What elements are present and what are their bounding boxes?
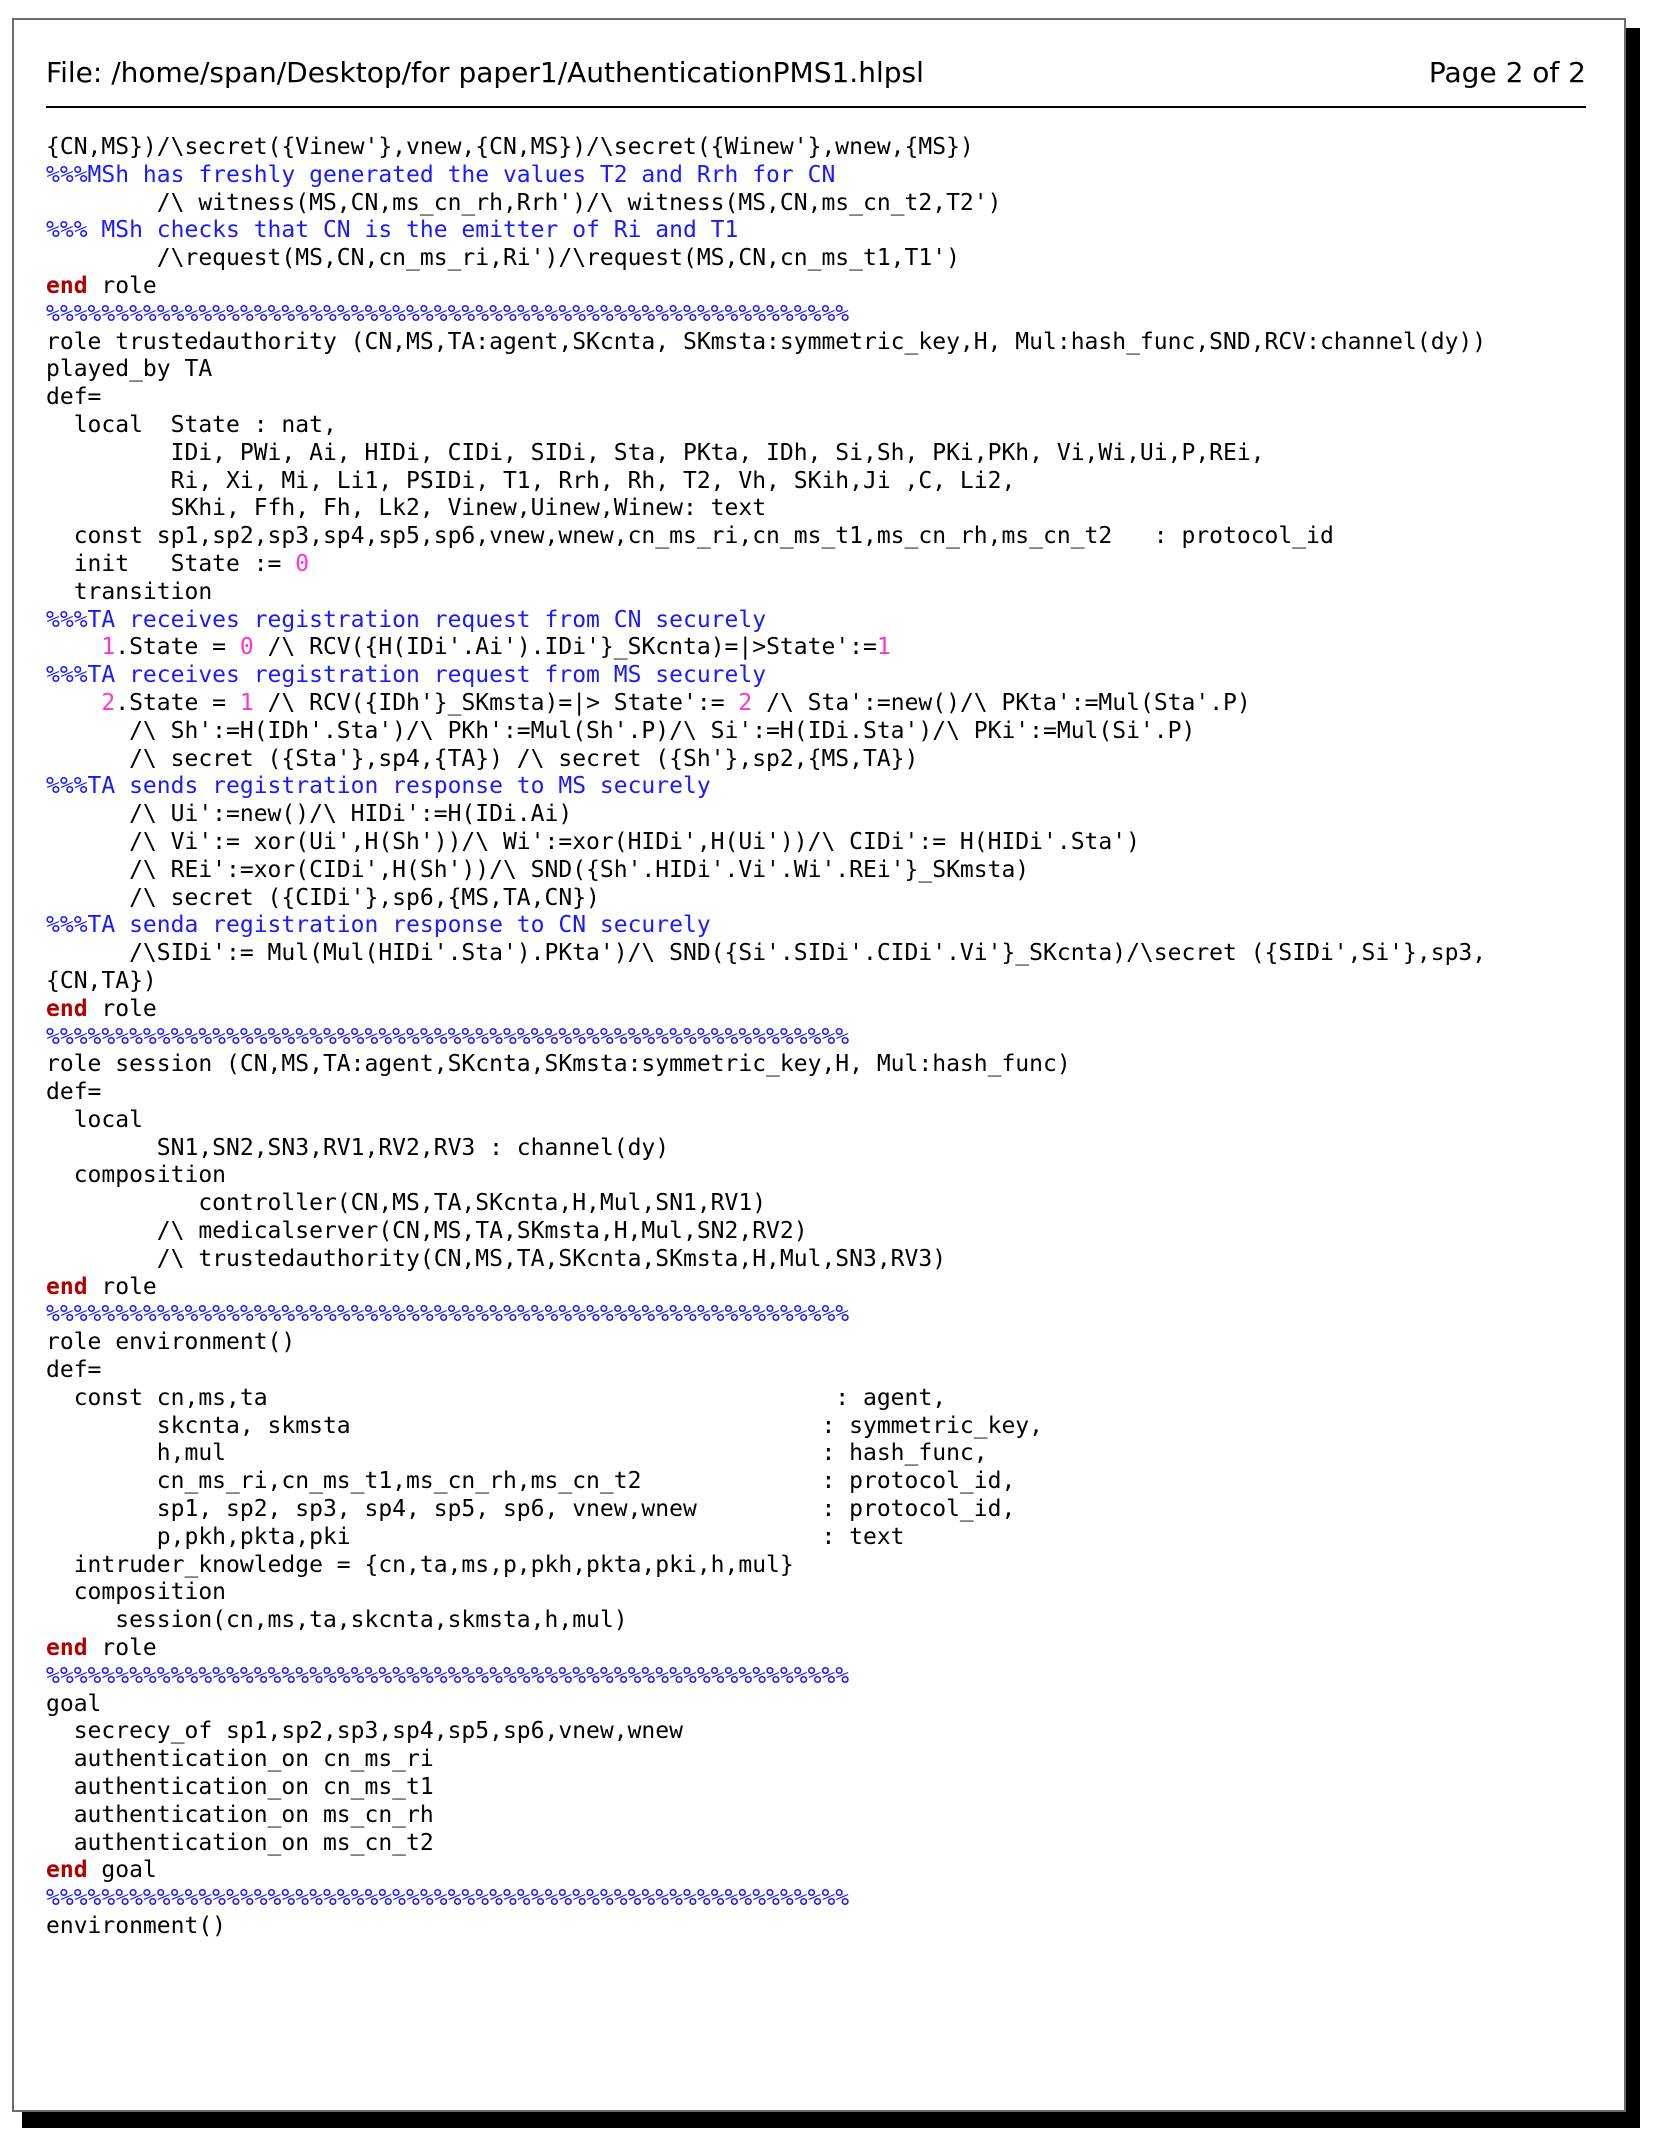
- code-line: [46, 1440, 1606, 1468]
- code-line: [46, 634, 1606, 662]
- code-line: [46, 829, 1606, 857]
- code-line: [46, 190, 1606, 218]
- code-line: [46, 412, 1606, 440]
- code-text: intruder_knowledge = {cn,ta,ms,p,pkh,pkta,pki,h,mul}: [46, 1551, 794, 1578]
- code-line: [46, 273, 1606, 301]
- code-line: [46, 1663, 1606, 1691]
- code-line: [46, 1496, 1606, 1524]
- code-line: [46, 607, 1606, 635]
- code-line: [46, 1274, 1606, 1302]
- code-text: environment(): [46, 1913, 227, 1939]
- code-line: [46, 1024, 1606, 1052]
- code-text: const sp1,sp2,sp3,sp4,sp5,sp6,vnew,wnew,cn_ms_ri,cn_ms_t1,ms_cn_rh,ms_cn_t2 : protocol_id: [46, 523, 1334, 550]
- code-text: SN1,SN2,SN3,RV1,RV2,RV3 : channel(dy): [46, 1134, 670, 1161]
- number-literal: 0: [295, 550, 310, 577]
- code-line: [46, 1385, 1606, 1413]
- code-text: role trustedauthority (CN,MS,TA:agent,SKcnta, SKmsta:symmetric_key,H, Mul:hash_func,SND,RCV:channel(dy)): [46, 328, 1487, 355]
- comment: %%% MSh checks that CN is the emitter of Ri and T1: [46, 217, 739, 244]
- code-text: /\ RCV({H(IDi'.Ai').IDi'}_SKcnta)=|>State':=: [253, 634, 877, 661]
- code-text: /\ Sh':=H(IDh'.Sta')/\ PKh':=Mul(Sh'.P)/\ Si':=H(IDi.Sta')/\ PKi':=Mul(Si'.P): [46, 717, 1196, 744]
- code-text: authentication_on ms_cn_rh: [46, 1801, 434, 1828]
- comment: %%%TA receives registration request from MS securely: [46, 662, 767, 689]
- code-line: [46, 1524, 1606, 1552]
- comment: %%%TA sends registration response to MS securely: [46, 773, 711, 800]
- code-line: [46, 468, 1606, 496]
- code-text: {CN,TA}): [46, 967, 157, 994]
- code-text: authentication_on cn_ms_ri: [46, 1746, 434, 1773]
- code-line: [46, 579, 1606, 607]
- code-line: [46, 746, 1606, 774]
- number-literal: 1: [239, 689, 254, 716]
- code-text: cn_ms_ri,cn_ms_t1,ms_cn_rh,ms_cn_t2 : protocol_id,: [46, 1468, 1016, 1495]
- code-line: [46, 1329, 1606, 1357]
- code-line: [46, 1830, 1606, 1858]
- code-text: transition: [46, 578, 213, 605]
- code-line: [46, 551, 1606, 579]
- separator-comment: %%%%%%%%%%%%%%%%%%%%%%%%%%%%%%%%%%%%%%%%%%%%%%%%%%%%%%%%%%: [46, 1662, 850, 1689]
- code-line: [46, 1190, 1606, 1218]
- code-line: [46, 857, 1606, 885]
- code-line: [46, 1051, 1606, 1079]
- code-line: [46, 801, 1606, 829]
- code-text: .State =: [115, 634, 240, 661]
- code-text: h,mul : hash_func,: [46, 1440, 988, 1467]
- code-line: [46, 356, 1606, 384]
- number-literal: 1: [876, 634, 891, 661]
- keyword: end: [46, 1273, 88, 1300]
- code-line: [46, 1246, 1606, 1274]
- code-text: IDi, PWi, Ai, HIDi, CIDi, SIDi, Sta, PKta, IDh, Si,Sh, PKi,PKh, Vi,Wi,Ui,P,REi,: [46, 439, 1265, 466]
- code-line: [46, 1607, 1606, 1635]
- code-text: role session (CN,MS,TA:agent,SKcnta,SKmsta:symmetric_key,H, Mul:hash_func): [46, 1051, 1071, 1078]
- code-text: composition: [46, 1162, 227, 1189]
- code-line: [46, 301, 1606, 329]
- code-text: /\ Vi':= xor(Ui',H(Sh'))/\ Wi':=xor(HIDi',H(Ui'))/\ CIDi':= H(HIDi'.Sta'): [46, 828, 1140, 855]
- code-text: /\ trustedauthority(CN,MS,TA,SKcnta,SKmsta,H,Mul,SN3,RV3): [46, 1245, 947, 1272]
- code-line: [46, 1746, 1606, 1774]
- code-line: [46, 1357, 1606, 1385]
- code-line: [46, 162, 1606, 190]
- number-literal: 1: [101, 634, 116, 661]
- code-text: controller(CN,MS,TA,SKcnta,H,Mul,SN1,RV1): [46, 1190, 767, 1217]
- code-text: role: [87, 272, 157, 299]
- code-line: [46, 1218, 1606, 1246]
- code-text: init State :=: [46, 550, 296, 577]
- code-text: role: [87, 1273, 157, 1300]
- code-text: skcnta, skmsta : symmetric_key,: [46, 1412, 1043, 1439]
- code-text: /\request(MS,CN,cn_ms_ri,Ri')/\request(MS,CN,cn_ms_t1,T1'): [46, 245, 960, 272]
- code-text: def=: [46, 384, 102, 411]
- code-line: [46, 1079, 1606, 1107]
- code-text: role environment(): [46, 1329, 296, 1356]
- code-text: authentication_on cn_ms_t1: [46, 1774, 434, 1801]
- code-text: .State =: [115, 689, 240, 716]
- code-line: [46, 1552, 1606, 1580]
- comment: %%%MSh has freshly generated the values T2 and Rrh for CN: [46, 161, 836, 188]
- code-text: /\ Sta':=new()/\ PKta':=Mul(Sta'.P): [752, 689, 1251, 716]
- code-line: [46, 1579, 1606, 1607]
- code-text: local State : nat,: [46, 411, 337, 438]
- separator-comment: %%%%%%%%%%%%%%%%%%%%%%%%%%%%%%%%%%%%%%%%%%%%%%%%%%%%%%%%%%: [46, 1301, 850, 1328]
- code-listing: [46, 134, 1606, 1941]
- code-text: /\SIDi':= Mul(Mul(HIDi'.Sta').PKta')/\ SND({Si'.SIDi'.CIDi'.Vi'}_SKcnta)/\secret ({SIDi',Si'},sp3,: [46, 940, 1487, 967]
- code-line: [46, 1913, 1606, 1941]
- separator-comment: %%%%%%%%%%%%%%%%%%%%%%%%%%%%%%%%%%%%%%%%%%%%%%%%%%%%%%%%%%: [46, 1023, 850, 1050]
- code-line: [46, 718, 1606, 746]
- code-line: [46, 1301, 1606, 1329]
- header-divider: [46, 106, 1586, 108]
- code-text: {CN,MS})/\secret({Vinew'},vnew,{CN,MS})/\secret({Winew'},wnew,{MS}): [46, 134, 974, 160]
- code-text: def=: [46, 1079, 102, 1106]
- code-text: role: [87, 995, 157, 1022]
- code-text: goal: [87, 1857, 157, 1884]
- code-line: [46, 1135, 1606, 1163]
- code-line: [46, 968, 1606, 996]
- comment: %%%TA receives registration request from CN securely: [46, 606, 767, 633]
- code-text: const cn,ms,ta : agent,: [46, 1384, 947, 1411]
- code-line: [46, 384, 1606, 412]
- code-line: [46, 495, 1606, 523]
- code-line: [46, 1107, 1606, 1135]
- code-text: session(cn,ms,ta,skcnta,skmsta,h,mul): [46, 1607, 628, 1634]
- keyword: end: [46, 1635, 88, 1662]
- file-path-label: File: /home/span/Desktop/for paper1/AuthenticationPMS1.hlpsl: [46, 55, 924, 89]
- code-line: [46, 690, 1606, 718]
- keyword: end: [46, 1857, 88, 1884]
- code-line: [46, 329, 1606, 357]
- code-text: Ri, Xi, Mi, Li1, PSIDi, T1, Rrh, Rh, T2, Vh, SKih,Ji ,C, Li2,: [46, 467, 1016, 494]
- code-text: local: [46, 1106, 143, 1133]
- code-text: /\ Ui':=new()/\ HIDi':=H(IDi.Ai): [46, 801, 573, 828]
- code-text: /\ medicalserver(CN,MS,TA,SKmsta,H,Mul,SN2,RV2): [46, 1218, 808, 1245]
- code-line: [46, 912, 1606, 940]
- code-line: [46, 1468, 1606, 1496]
- number-literal: 0: [239, 634, 254, 661]
- code-line: [46, 217, 1606, 245]
- code-text: /\ RCV({IDh'}_SKmsta)=|> State':=: [253, 689, 739, 716]
- code-line: [46, 885, 1606, 913]
- code-text: /\ witness(MS,CN,ms_cn_rh,Rrh')/\ witness(MS,CN,ms_cn_t2,T2'): [46, 189, 1002, 216]
- code-text: goal: [46, 1690, 102, 1717]
- code-line: [46, 1857, 1606, 1885]
- code-line: [46, 1802, 1606, 1830]
- comment: %%%TA senda registration response to CN securely: [46, 912, 711, 939]
- number-literal: 2: [738, 689, 753, 716]
- code-line: [46, 1885, 1606, 1913]
- code-line: [46, 940, 1606, 968]
- code-line: [46, 440, 1606, 468]
- code-text: played_by TA: [46, 356, 213, 383]
- separator-comment: %%%%%%%%%%%%%%%%%%%%%%%%%%%%%%%%%%%%%%%%%%%%%%%%%%%%%%%%%%: [46, 1885, 850, 1912]
- keyword: end: [46, 272, 88, 299]
- code-text: [46, 690, 101, 716]
- code-line: [46, 523, 1606, 551]
- keyword: end: [46, 995, 88, 1022]
- code-text: /\ secret ({CIDi'},sp6,{MS,TA,CN}): [46, 884, 600, 911]
- code-line: [46, 996, 1606, 1024]
- code-line: [46, 1774, 1606, 1802]
- code-text: /\ REi':=xor(CIDi',H(Sh'))/\ SND({Sh'.HIDi'.Vi'.Wi'.REi'}_SKmsta): [46, 856, 1030, 883]
- code-text: authentication_on ms_cn_t2: [46, 1829, 434, 1856]
- number-literal: 2: [101, 689, 116, 716]
- code-line: [46, 134, 1606, 162]
- code-text: SKhi, Ffh, Fh, Lk2, Vinew,Uinew,Winew: text: [46, 495, 767, 522]
- code-text: [46, 634, 101, 660]
- code-line: [46, 773, 1606, 801]
- code-line: [46, 1691, 1606, 1719]
- print-header: [46, 50, 1586, 94]
- code-line: [46, 1413, 1606, 1441]
- code-text: p,pkh,pkta,pki : text: [46, 1523, 905, 1550]
- code-line: [46, 1635, 1606, 1663]
- code-text: /\ secret ({Sta'},sp4,{TA}) /\ secret ({Sh'},sp2,{MS,TA}): [46, 745, 919, 772]
- code-text: composition: [46, 1579, 227, 1606]
- code-line: [46, 245, 1606, 273]
- code-text: secrecy_of sp1,sp2,sp3,sp4,sp5,sp6,vnew,wnew: [46, 1718, 683, 1745]
- separator-comment: %%%%%%%%%%%%%%%%%%%%%%%%%%%%%%%%%%%%%%%%%%%%%%%%%%%%%%%%%%: [46, 300, 850, 327]
- code-line: [46, 662, 1606, 690]
- code-text: role: [87, 1635, 157, 1662]
- code-text: sp1, sp2, sp3, sp4, sp5, sp6, vnew,wnew : protocol_id,: [46, 1496, 1016, 1523]
- code-line: [46, 1162, 1606, 1190]
- page-number-label: Page 2 of 2: [1428, 55, 1586, 89]
- code-text: def=: [46, 1357, 102, 1384]
- code-line: [46, 1718, 1606, 1746]
